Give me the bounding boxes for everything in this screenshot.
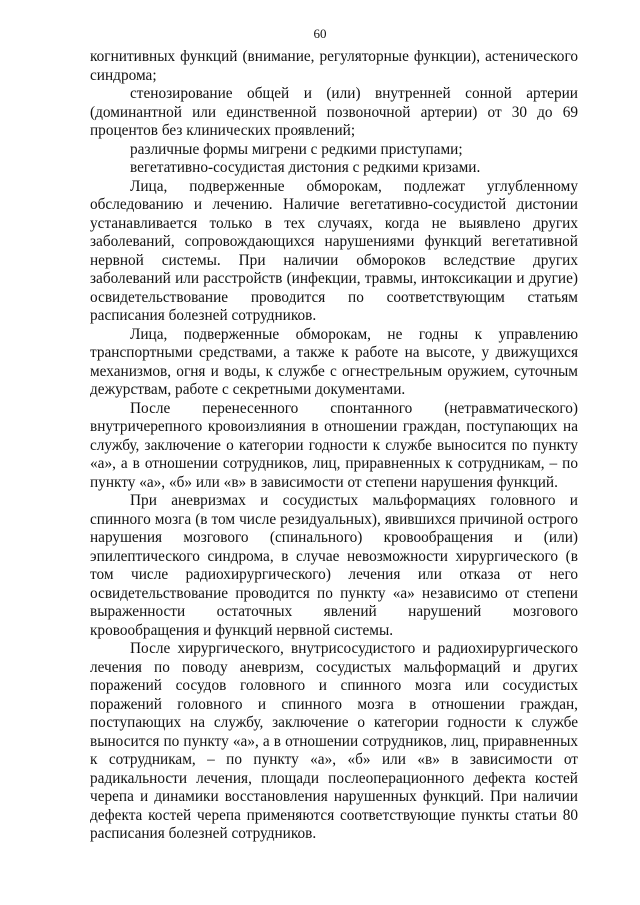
paragraph-fainting-restrictions: Лица, подверженные обморокам, не годны к управлению транспортными средствами, а также к работе на высоте, у движущихся механизмов, огня и воды, к службе с огнестрельным оружием, суточным дежурствам, работе с секретными документами. — [90, 325, 578, 398]
paragraph-continuation: когнитивных функций (внимание, регуляторные функции), астенического синдрома; — [90, 48, 578, 84]
paragraph-dystonia: вегетативно-сосудистая дистония с редкими кризами. — [130, 159, 481, 176]
paragraph-aneurysms: При аневризмах и сосудистых мальформациях головного и спинного мозга (в том числе резидуальных), явившихся причиной острого нарушения мозгового (спинального) кровообращения и (или) эпилептического синдрома, в случае невозможности хирургического (в том числе радиохирургического) лечения или отказа от него освидетельствование проводится по пункту «а» независимо от степени выраженности остаточных явлений нарушений мозгового кровообращения и функций нервной системы. — [90, 492, 578, 639]
paragraph-surgical-treatment: После хирургического, внутрисосудистого и радиохирургического лечения по поводу аневризм, сосудистых мальформаций и других поражений сосудов головного и спинного мозга или сосудистых поражений головного и спинного мозга в отношении граждан, поступающих на службу, заключение о категории годности к службе выносится по пункту «а», а в отношении сотрудников, лиц, приравненных к сотрудникам, – по пункту «а», «б» или «в» в зависимости от радикальности лечения, площади послеоперационного дефекта костей черепа и динамики восстановления нарушенных функций. При наличии дефекта костей черепа применяются соответствующие пункты статьи 80 расписания болезней сотрудников. — [90, 640, 578, 842]
page-number: 60 — [313, 26, 327, 41]
paragraph-hemorrhage: После перенесенного спонтанного (нетравматического) внутричерепного кровоизлияния в отношении граждан, поступающих на службу, заключение о категории годности к службе выносится по пункту «а», а в отношении сотрудников, лиц, приравненных к сотрудникам, – по пункту «а», «б» или «в» в зависимости от степени нарушения функций. — [90, 399, 578, 491]
document-body — [90, 48, 578, 844]
paragraph-migraine: различные формы мигрени с редкими приступами; — [130, 140, 463, 158]
paragraph-fainting-examination: Лица, подверженные обморокам, подлежат углубленному обследованию и лечению. Наличие вегетативно-сосудистой дистонии устанавливается только в тех случаях, когда не выявлено других заболеваний, сопровождающихся нарушениями функций вегетативной нервной системы. При наличии обмороков вследствие других заболеваний или расстройств (инфекции, травмы, интоксикации и другие) освидетельствование проводится по соответствующим статьям расписания болезней сотрудников. — [90, 177, 578, 324]
paragraph-stenosis: стенозирование общей и (или) внутренней сонной артерии (доминантной или единственной позвоночной артерии) от 30 до 69 процентов без клинических проявлений; — [90, 85, 578, 139]
